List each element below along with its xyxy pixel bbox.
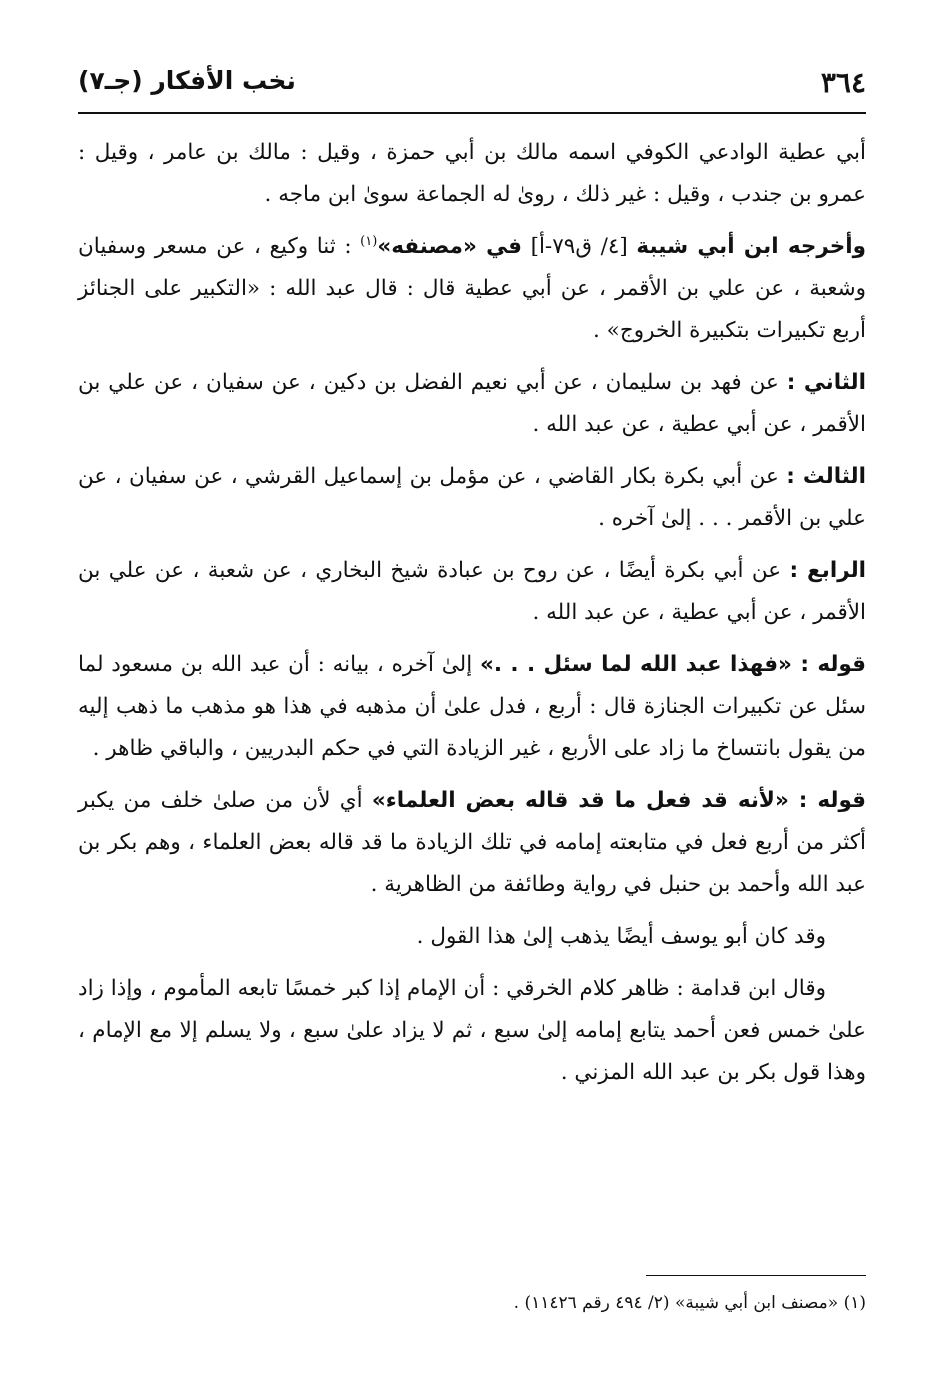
bold-text: قوله : «فهذا عبد الله لما سئل . . .» [479,652,866,677]
paragraph [78,644,866,770]
page-number: ٣٦٤ [820,66,866,99]
text-segment: : ثنا وكيع ، عن مسعر وسفيان وشعبة ، عن علي بن الأقمر ، عن أبي عطية قال : قال عبد الله : «التكبير على الجنائز أربع تكبيرات بتكبيرة الخروج» . [78,234,866,343]
text-segment: أي لأن من صلىٰ خلف من يكبر أكثر من أربع فعل في متابعته إمامه في تلك الزيادة ما قد قاله بعض العلماء ، وهم بكر بن عبد الله وأحمد بن حنبل في رواية وطائفة من الظاهرية . [78,788,866,897]
paragraph [78,968,866,1094]
bold-text: قوله : «لأنه قد فعل ما قد قاله بعض العلماء» [371,788,866,813]
text-segment: أبي عطية الوادعي الكوفي اسمه مالك بن أبي حمزة ، وقيل : مالك بن عامر ، وقيل : عمرو بن جندب ، وقيل : غير ذلك ، روىٰ له الجماعة سوىٰ ابن ماجه . [78,140,866,207]
text-segment: [٤/ ق٧٩-أ] [521,234,637,259]
paragraph [78,916,866,958]
footnote-rule [646,1275,866,1276]
text-segment: عن أبي بكرة بكار القاضي ، عن مؤمل بن إسماعيل القرشي ، عن سفيان ، عن علي بن الأقمر . . . إلىٰ آخره . [78,464,866,531]
bold-text: الثاني : [786,370,866,395]
footnote: (١) «مصنف ابن أبي شيبة» (٢/ ٤٩٤ رقم ١١٤٢٦) . [513,1293,866,1313]
page-body [78,132,866,1104]
text-segment: وقال ابن قدامة : ظاهر كلام الخرقي : أن الإمام إذا كبر خمسًا تابعه المأموم ، وإذا زاد علىٰ خمس فعن أحمد يتابع إمامه إلىٰ سبع ، ثم لا يزاد علىٰ سبع ، ولا يسلم إلا مع الإمام ، وهذا قول بكر بن عبد الله المزني . [78,976,866,1085]
paragraph [78,456,866,540]
paragraph [78,780,866,906]
text-segment: عن فهد بن سليمان ، عن أبي نعيم الفضل بن دكين ، عن سفيان ، عن علي بن الأقمر ، عن أبي عطية ، عن عبد الله . [78,370,866,437]
bold-text: الثالث : [786,464,866,489]
text-segment: إلىٰ آخره ، بيانه : أن عبد الله بن مسعود لما سئل عن تكبيرات الجنازة قال : أربع ، فدل علىٰ أن مذهبه في هذا هو مذهب ما ذهب إليه من يقول بانتساخ ما زاد على الأربع ، غير الزيادة التي في حكم البدريين ، والباقي ظاهر . [78,652,866,761]
paragraph [78,132,866,216]
page-header [78,62,866,110]
text-segment: عن أبي بكرة أيضًا ، عن روح بن عبادة شيخ البخاري ، عن شعبة ، عن علي بن الأقمر ، عن أبي عطية ، عن عبد الله . [78,558,866,625]
paragraph [78,362,866,446]
text-segment: وقد كان أبو يوسف أيضًا يذهب إلىٰ هذا القول . [416,924,826,949]
paragraph [78,550,866,634]
bold-text: الرابع : [789,558,867,583]
bold-text: في «مصنفه» [377,234,522,259]
header-rule [78,112,866,114]
running-title: نخب الأفكار (جـ٧) [78,66,296,95]
paragraph [78,226,866,352]
bold-text: وأخرجه ابن أبي شيبة [636,234,867,259]
footnote-marker: (١) [360,233,378,249]
